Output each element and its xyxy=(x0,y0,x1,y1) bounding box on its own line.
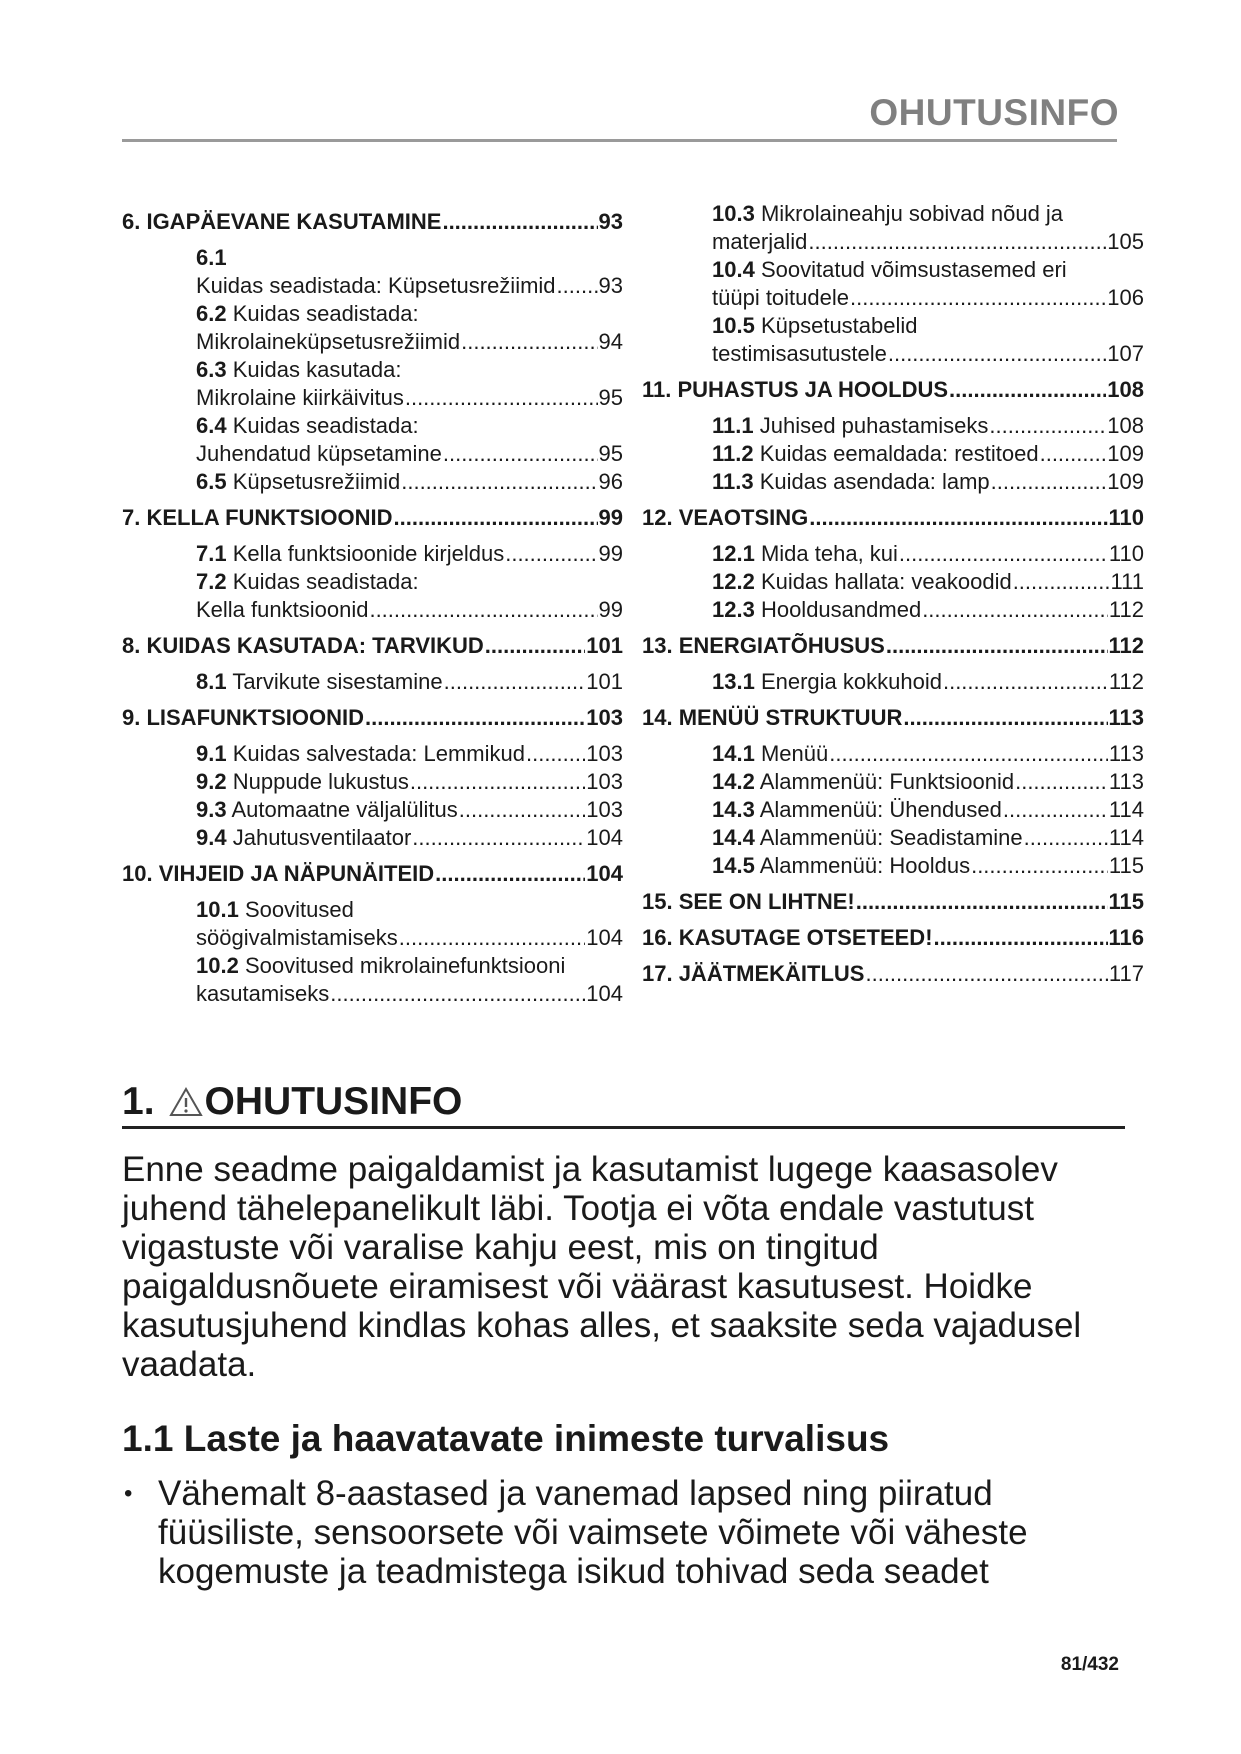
toc-item-14-5[interactable]: 14.5 Alammenüü: Hooldus ..... 115 xyxy=(712,852,1144,880)
section-number: 1. xyxy=(122,1080,155,1123)
toc-item-12-3[interactable]: 12.3 Hooldusandmed ..... 112 xyxy=(712,596,1144,624)
toc-item-9-4[interactable]: 9.4 Jahutusventilaator ..... 104 xyxy=(196,824,623,852)
toc-item-9-3[interactable]: 9.3 Automaatne väljalülitus ..... 103 xyxy=(196,796,623,824)
toc-item-13-1[interactable]: 13.1 Energia kokkuhoid ..... 112 xyxy=(712,668,1144,696)
toc-item-10-4[interactable]: tüüpi toitudele ..... 106 xyxy=(712,284,1144,312)
warning-triangle-icon xyxy=(169,1087,203,1117)
toc-item-12-1[interactable]: 12.1 Mida teha, kui ..... 110 xyxy=(712,540,1144,568)
toc-section-11[interactable]: 11. PUHASTUS JA HOOLDUS ..... 108 xyxy=(642,376,1144,404)
toc-item-6-1-num[interactable]: 6.1 xyxy=(196,245,227,270)
intro-paragraph: Enne seadme paigaldamist ja kasutamist lugege kaasasolev juhend tähelepanelikult läbi. Tootja ei võta endale vastutust vigastuste või varalise kahju eest, mis on tingitud paigaldusnõuete eiramisest või väärast kasutusest. Hoidke kasutusjuhend kindlas kohas alles, et saaksite seda vajadusel vaadata. xyxy=(122,1150,1082,1384)
toc-item-10-5-line1[interactable]: 10.5 Küpsetustabelid xyxy=(712,313,918,338)
bullet-text: Vähemalt 8-aastased ja vanemad lapsed ning piiratud füüsiliste, sensoorsete või vaimsete võimete või väheste kogemuste ja teadmistega isikud tohivad seda seadet xyxy=(158,1474,1028,1591)
toc-item-7-2-line1[interactable]: 7.2 Kuidas seadistada: xyxy=(196,569,419,594)
toc-page: 93 xyxy=(598,209,623,234)
toc-item-7-2[interactable]: Kella funktsioonid ..... 99 xyxy=(196,596,623,624)
toc-section-15[interactable]: 15. SEE ON LIHTNE! ..... 115 xyxy=(642,888,1144,916)
toc-item-11-2[interactable]: 11.2 Kuidas eemaldada: restitoed ..... 109 xyxy=(712,440,1144,468)
section-heading xyxy=(122,1080,462,1124)
toc-item-6-2-line1[interactable]: 6.2 Kuidas seadistada: xyxy=(196,301,419,326)
section-divider xyxy=(122,1126,1125,1129)
toc-right-column xyxy=(642,200,1144,996)
toc-section-17[interactable]: 17. JÄÄTMEKÄITLUS ..... 117 xyxy=(642,960,1144,988)
toc-item-12-2[interactable]: 12.2 Kuidas hallata: veakoodid ..... 111 xyxy=(712,568,1144,596)
toc-item-6-3[interactable]: Mikrolaine kiirkäivitus ..... 95 xyxy=(196,384,623,412)
page-number: 81/432 xyxy=(1060,1654,1119,1675)
toc-item-10-1[interactable]: söögivalmistamiseks ..... 104 xyxy=(196,924,623,952)
bullet-list-item xyxy=(124,1474,1084,1591)
toc-item-11-1[interactable]: 11.1 Juhised puhastamiseks ..... 108 xyxy=(712,412,1144,440)
subsection-heading: 1.1 Laste ja haavatavate inimeste turvalisus xyxy=(122,1418,890,1459)
toc-section-9[interactable]: 9. LISAFUNKTSIOONID ..... 103 xyxy=(122,704,623,732)
toc-item-8-1[interactable]: 8.1 Tarvikute sisestamine ..... 101 xyxy=(196,668,623,696)
toc-item-6-4-line1[interactable]: 6.4 Kuidas seadistada: xyxy=(196,413,419,438)
toc-section-12[interactable]: 12. VEAOTSING ..... 110 xyxy=(642,504,1144,532)
toc-section-16[interactable]: 16. KASUTAGE OTSETEED! ..... 116 xyxy=(642,924,1144,952)
toc-section-8[interactable]: 8. KUIDAS KASUTADA: TARVIKUD ..... 101 xyxy=(122,632,623,660)
toc-section-13[interactable]: 13. ENERGIATÕHUSUS ..... 112 xyxy=(642,632,1144,660)
toc-item-10-3[interactable]: materjalid ..... 105 xyxy=(712,228,1144,256)
bullet-marker: • xyxy=(124,1480,133,1507)
toc-item-6-1[interactable]: Kuidas seadistada: Küpsetusrežiimid ..... 93 xyxy=(196,272,623,300)
toc-item-9-1[interactable]: 9.1 Kuidas salvestada: Lemmikud ..... 103 xyxy=(196,740,623,768)
toc-section-7[interactable]: 7. KELLA FUNKTSIOONID ..... 99 xyxy=(122,504,623,532)
toc-item-11-3[interactable]: 11.3 Kuidas asendada: lamp ..... 109 xyxy=(712,468,1144,496)
toc-item-10-2-line1[interactable]: 10.2 Soovitused mikrolainefunktsiooni xyxy=(196,953,566,978)
header-divider xyxy=(122,139,1117,142)
toc-item-7-1[interactable]: 7.1 Kella funktsioonide kirjeldus ..... 99 xyxy=(196,540,623,568)
toc-item-6-3-line1[interactable]: 6.3 Kuidas kasutada: xyxy=(196,357,402,382)
toc-title: 6. IGAPÄEVANE KASUTAMINE xyxy=(122,209,442,234)
toc-item-10-4-line1[interactable]: 10.4 Soovitatud võimsustasemed eri xyxy=(712,257,1067,282)
section-title: OHUTUSINFO xyxy=(204,1080,463,1123)
toc-left-column xyxy=(122,200,623,1008)
toc-item-10-2[interactable]: kasutamiseks ..... 104 xyxy=(196,980,623,1008)
toc-item-14-2[interactable]: 14.2 Alammenüü: Funktsioonid ..... 113 xyxy=(712,768,1144,796)
toc-item-6-5[interactable]: 6.5 Küpsetusrežiimid ..... 96 xyxy=(196,468,623,496)
toc-item-6-2[interactable]: Mikrolaineküpsetusrežiimid ..... 94 xyxy=(196,328,623,356)
toc-item-10-1-line1[interactable]: 10.1 Soovitused xyxy=(196,897,354,922)
toc-item-6-4[interactable]: Juhendatud küpsetamine ..... 95 xyxy=(196,440,623,468)
toc-item-14-3[interactable]: 14.3 Alammenüü: Ühendused ..... 114 xyxy=(712,796,1144,824)
toc-section-14[interactable]: 14. MENÜÜ STRUKTUUR ..... 113 xyxy=(642,704,1144,732)
toc-section-6[interactable] xyxy=(122,208,623,236)
header-title: OHUTUSINFO xyxy=(869,92,1119,133)
toc-item-9-2[interactable]: 9.2 Nuppude lukustus ..... 103 xyxy=(196,768,623,796)
toc-item-14-4[interactable]: 14.4 Alammenüü: Seadistamine ..... 114 xyxy=(712,824,1144,852)
toc-section-10[interactable]: 10. VIHJEID JA NÄPUNÄITEID ..... 104 xyxy=(122,860,623,888)
toc-item-14-1[interactable]: 14.1 Menüü ..... 113 xyxy=(712,740,1144,768)
toc-item-10-5[interactable]: testimisasutustele ..... 107 xyxy=(712,340,1144,368)
toc-item-10-3-line1[interactable]: 10.3 Mikrolaineahju sobivad nõud ja xyxy=(712,201,1064,226)
